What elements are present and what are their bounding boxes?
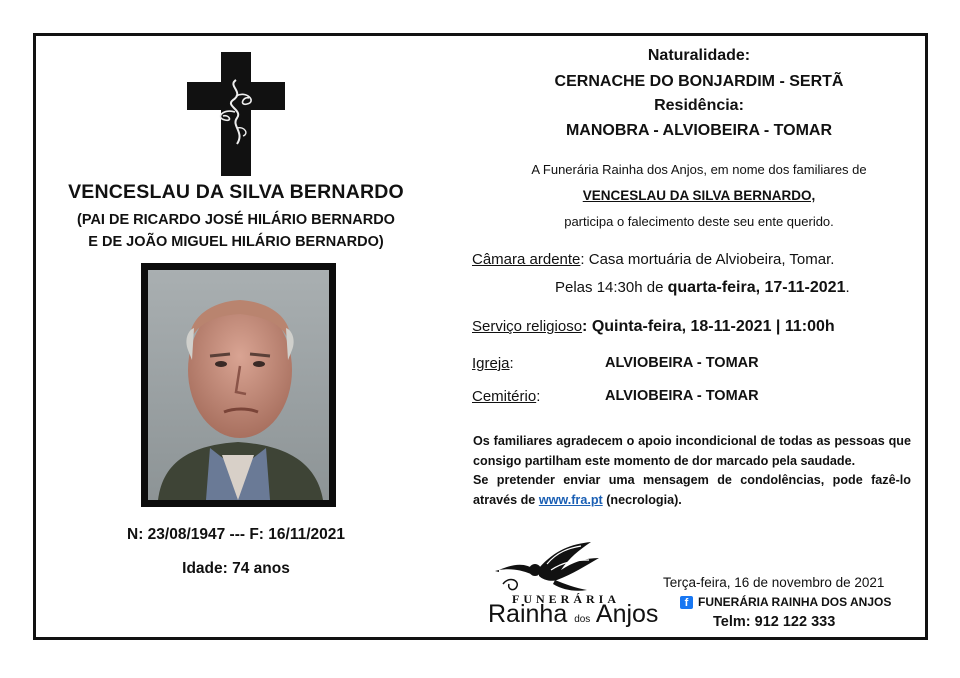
logo-small-text: FUNERÁRIA	[512, 592, 620, 606]
pelas-date: quarta-feira, 17-11-2021	[667, 279, 846, 296]
camara-ardente-row	[472, 251, 834, 268]
cemiterio-label: Cemitério	[472, 388, 537, 405]
phone-number: Telm: 912 122 333	[713, 614, 836, 630]
thanks-paragraph: Os familiares agradecem o apoio incondicional de todas as pessoas que consigo partilham este momento de dor marcado pela saudade.	[473, 434, 911, 468]
website-link[interactable]: www.fra.pt	[538, 492, 603, 507]
announcement-name: VENCESLAU DA SILVA BERNARDO,	[582, 188, 816, 203]
servico-religioso-label: Serviço religioso	[472, 318, 583, 335]
residencia-label: Residência:	[654, 97, 744, 114]
naturalidade-label: Naturalidade:	[647, 47, 751, 64]
igreja-colon: :	[509, 355, 514, 372]
pelas-suffix: .	[845, 279, 850, 296]
igreja-value: ALVIOBEIRA - TOMAR	[605, 355, 759, 371]
announcement-line-3: participa o falecimento deste seu ente querido.	[564, 214, 834, 229]
cross-icon	[187, 52, 285, 176]
camara-ardente-label: Câmara ardente	[472, 251, 581, 268]
condolences-paragraph	[473, 471, 911, 510]
thanks-text	[473, 432, 911, 510]
deceased-name: VENCESLAU DA SILVA BERNARDO	[68, 181, 404, 203]
condolences-suffix: (necrologia).	[602, 492, 682, 507]
cemiterio-colon: :	[536, 388, 541, 405]
servico-religioso-value: : Quinta-feira, 18-11-2021 | 11:00h	[582, 318, 835, 335]
parents-text	[40, 209, 432, 253]
naturalidade-value: CERNACHE DO BONJARDIM - SERTÃ	[554, 73, 844, 90]
servico-religioso-row	[472, 318, 835, 336]
parents-line-1: (PAI DE RICARDO JOSÉ HILÁRIO BERNARDO	[77, 212, 395, 228]
pelas-prefix: Pelas 14:30h de	[555, 279, 668, 296]
cemiterio-value: ALVIOBEIRA - TOMAR	[605, 388, 759, 404]
facebook-page-name: FUNERÁRIA RAINHA DOS ANJOS	[698, 595, 892, 609]
igreja-label: Igreja	[472, 355, 510, 372]
cemiterio-row	[472, 388, 540, 405]
parents-line-2: E DE JOÃO MIGUEL HILÁRIO BERNARDO)	[88, 234, 384, 250]
birth-death-dates: N: 23/08/1947 --- F: 16/11/2021	[127, 526, 345, 543]
announcement-line-1: A Funerária Rainha dos Anjos, em nome dos familiares de	[531, 162, 867, 177]
portrait-photo	[148, 270, 329, 500]
residencia-value: MANOBRA - ALVIOBEIRA - TOMAR	[565, 122, 833, 139]
portrait-frame	[141, 263, 336, 507]
logo-rainha: Rainha	[488, 600, 568, 628]
publication-date: Terça-feira, 16 de novembro de 2021	[663, 575, 885, 590]
pelas-row	[555, 279, 850, 297]
condolences-prefix: Se pretender enviar uma mensagem de condolências, pode fazê-lo através de	[473, 473, 911, 507]
logo-brand-text	[488, 600, 658, 629]
igreja-row	[472, 355, 514, 372]
facebook-icon: f	[680, 596, 693, 609]
age-text: Idade: 74 anos	[182, 560, 290, 577]
camara-ardente-value: : Casa mortuária de Alviobeira, Tomar.	[580, 251, 835, 268]
logo-anjos: Anjos	[595, 600, 659, 628]
logo-dos: dos	[574, 614, 591, 625]
hummingbird-logo-icon	[495, 540, 605, 595]
facebook-row	[680, 595, 891, 609]
